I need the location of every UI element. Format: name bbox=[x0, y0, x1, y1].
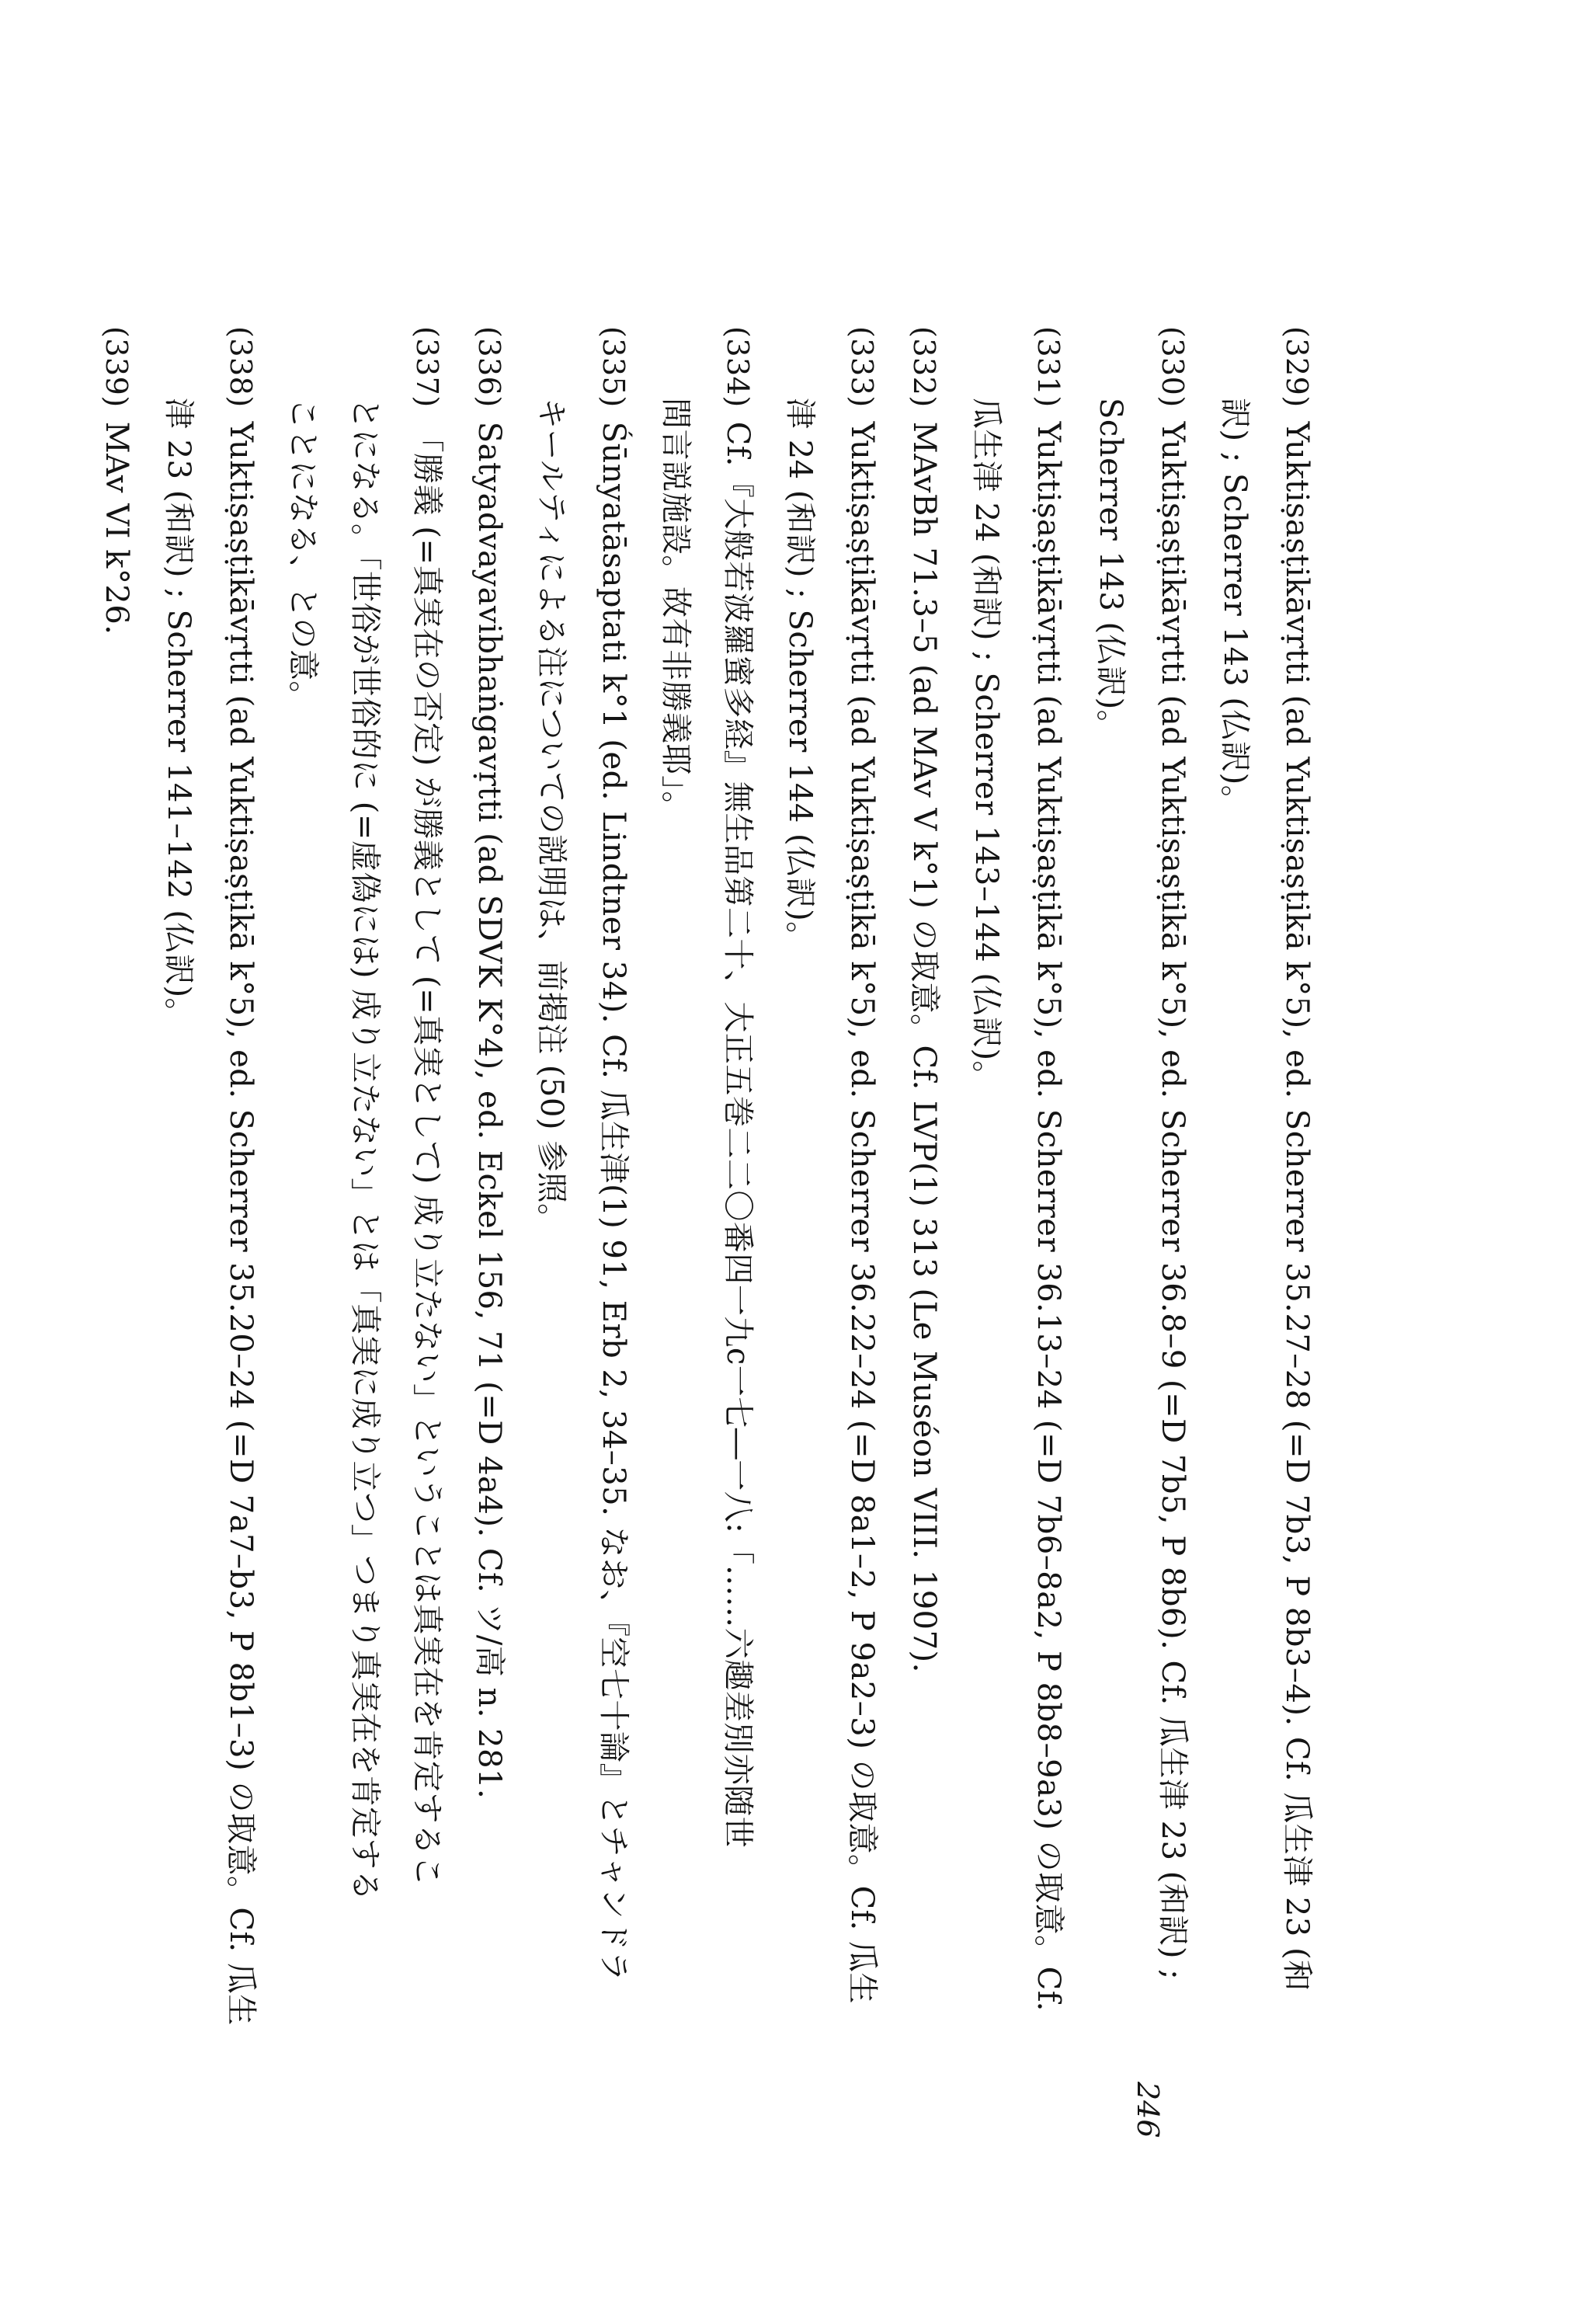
note-line bbox=[342, 326, 388, 2262]
note-line bbox=[93, 326, 140, 2190]
note-text: 訳) ; Scherrer 143 (仏訳)。 bbox=[1217, 398, 1253, 817]
note-text: 津 23 (和訳) ; Scherrer 141–142 (仏訳)。 bbox=[161, 398, 196, 1030]
note-line bbox=[901, 326, 947, 2190]
note-line bbox=[1274, 326, 1320, 2190]
note-number: (333) bbox=[845, 326, 879, 408]
note-line bbox=[1025, 326, 1072, 2190]
note-text: Scherrer 143 (仏訳)。 bbox=[1093, 398, 1128, 742]
note-number: (338) bbox=[224, 326, 258, 408]
note-text: Yuktiṣaṣṭikāvṛtti (ad Yuktiṣaṣṭikā k°5), ed. Scherrer 36.22–24 (=D 8a1–2, P 9a2–3) の取意。Cf. 瓜生 bbox=[844, 421, 880, 2004]
note-line bbox=[404, 326, 450, 2190]
note-number: (331) bbox=[1031, 326, 1065, 408]
note-text: 津 24 (和訳) ; Scherrer 144 (仏訳)。 bbox=[782, 398, 818, 953]
note-number: (334) bbox=[721, 326, 755, 408]
note-text: 間言説施設。故有非勝義耶」。 bbox=[658, 398, 693, 823]
note-text: Satyadvayavibhaṅgavṛtti (ad SDVK K°4), ed. Eckel 156, 71 (=D 4a4). Cf. ツ/高 n. 281. bbox=[471, 421, 507, 1800]
note-text: とになる。「世俗が世俗的に (=虚偽には) 成り立たない」とは「真実に成り立つ」つまり真実在を肯定する bbox=[347, 398, 383, 1901]
note-number: (339) bbox=[99, 326, 134, 408]
note-text: 瓜生津 24 (和訳) ; Scherrer 143–144 (仏訳)。 bbox=[968, 398, 1004, 1093]
note-text: ことになる、との意。 bbox=[285, 398, 321, 712]
note-line bbox=[280, 326, 326, 2262]
page-number: 246 bbox=[1131, 2082, 1165, 2138]
note-number: (337) bbox=[410, 326, 444, 408]
note-line bbox=[963, 326, 1010, 2262]
note-line bbox=[777, 326, 823, 2262]
note-line bbox=[155, 326, 202, 2262]
note-line bbox=[466, 326, 513, 2190]
note-line bbox=[217, 326, 264, 2190]
note-text: MAvBh 71.3–5 (ad MAv V k°1) の取意。Cf. LVP(1) 313 (Le Muséon VIII. 1907). bbox=[906, 421, 942, 1673]
note-number: (329) bbox=[1280, 326, 1314, 408]
note-line bbox=[590, 326, 637, 2190]
note-text: Yuktiṣaṣṭikāvṛtti (ad Yuktiṣaṣṭikā k°5), ed. Scherrer 36.13–24 (=D 7b6–8a2, P 8b8–9a3) の取意。Cf. bbox=[1031, 421, 1066, 2012]
note-number: (335) bbox=[596, 326, 631, 408]
note-line bbox=[528, 326, 575, 2262]
note-line bbox=[714, 326, 761, 2190]
note-number: (330) bbox=[1156, 326, 1190, 408]
note-number: (332) bbox=[907, 326, 941, 408]
note-line bbox=[1087, 326, 1134, 2262]
note-line bbox=[1211, 326, 1258, 2262]
note-text: Yuktiṣaṣṭikāvṛtti (ad Yuktiṣaṣṭikā k°5), ed. Scherrer 36.8–9 (=D 7b5, P 8b6). Cf. 瓜生津 23 (和訳) ; bbox=[1155, 421, 1190, 1981]
note-line bbox=[839, 326, 885, 2190]
note-text: Cf.『大般若波羅蜜多経』無生品第二十、大正五巻二二〇番四一九c一七―一八:「……六趣差別亦随世 bbox=[720, 421, 756, 1849]
note-text: MAv VI k°26. bbox=[99, 421, 134, 635]
note-text: キールティによる注についての説明は、前掲注 (50) 参照。 bbox=[534, 398, 569, 1235]
note-text: 「勝義 (=真実在の否定) が勝義として (=真実として) 成り立たない」ということは真実在を肯定するこ bbox=[409, 421, 445, 1887]
note-text: Śūnyatāsaptati k°1 (ed. Lindtner 34). Cf. 瓜生津(1) 91, Erb 2, 34–35. なお、『空七十論』とチャンドラ bbox=[596, 421, 631, 1982]
note-number: (336) bbox=[472, 326, 506, 408]
note-text: Yuktiṣaṣṭikāvṛtti (ad Yuktiṣaṣṭikā k°5), ed. Scherrer 35.27–28 (=D 7b3, P 8b3–4). Cf. 瓜生津 23 (和 bbox=[1279, 421, 1315, 1992]
note-text: Yuktiṣaṣṭikāvṛtti (ad Yuktiṣaṣṭikā k°5), ed. Scherrer 35.20–24 (=D 7a7–b3, P 8b1–3) の取意。Cf. 瓜生 bbox=[223, 421, 259, 2026]
note-line bbox=[1149, 326, 1196, 2190]
note-line bbox=[652, 326, 699, 2262]
